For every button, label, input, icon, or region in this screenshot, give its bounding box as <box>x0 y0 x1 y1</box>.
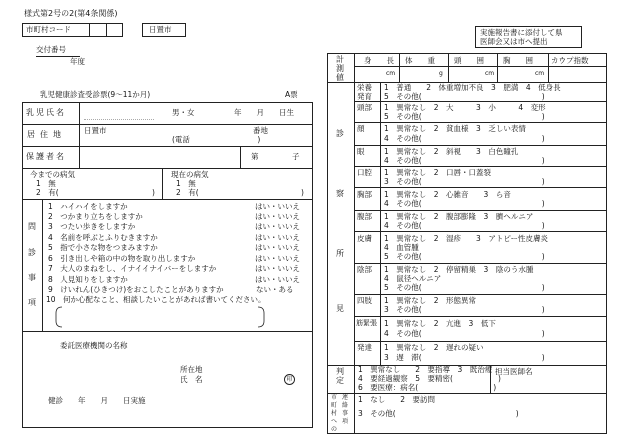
question-answer[interactable]: はい・いいえ <box>255 254 300 263</box>
measurement-char: 測 <box>336 64 344 73</box>
ticket-label: A票 <box>285 90 298 99</box>
submission-note-line2: 医師会又は市へ提出 <box>480 37 548 46</box>
question-item: 9 けいれん(ひきつけ)をおこしたことがありますか <box>48 285 224 294</box>
height-unit: cm <box>386 70 396 77</box>
chest-circ-label: 胸 囲 <box>503 56 533 65</box>
question-item: 5 指で小さな物をつまみますか <box>48 243 158 252</box>
city-name: 日置市 <box>149 25 172 34</box>
year-label: 年度 <box>70 57 85 66</box>
question-item: 3 つたい歩きをしますか <box>48 222 136 231</box>
exam-label-growth: 発育 <box>357 92 372 101</box>
exam-option[interactable]: 4 その他( ) <box>384 156 545 165</box>
question-item: 2 つかまり立ちをしますか <box>48 212 143 221</box>
questionnaire-side-char-4: 項 <box>28 298 36 307</box>
seal-mark: 印 <box>284 374 295 385</box>
contact-label-char: 町 <box>331 402 338 409</box>
exam-option[interactable]: 1 異常なし 2 湿疹 3 アトピー性皮膚炎 <box>384 234 549 243</box>
exam-option[interactable]: 4 その他( ) <box>384 134 545 143</box>
exam-label-skin: 皮膚 <box>357 234 372 243</box>
current-illness-close: ) <box>301 188 304 197</box>
birth-order-suffix: 子 <box>292 152 300 161</box>
exam-label-nutrition: 栄養 <box>357 83 372 92</box>
exam-label-face: 顔 <box>357 124 365 133</box>
consult-text-area[interactable] <box>64 307 256 327</box>
contact-label-char: 連 <box>342 394 349 401</box>
sex-option[interactable]: 男・女 <box>172 108 195 117</box>
question-item: 6 引き出しや箱の中の物を取り出しますか <box>48 254 196 263</box>
question-answer[interactable]: はい・いいえ <box>255 222 300 231</box>
exam-label-oral: 口腔 <box>357 168 372 177</box>
exam-label-muscle-tone: 筋緊張 <box>356 319 377 327</box>
question-item: 4 名前を呼ぶとふりむきますか <box>48 233 158 242</box>
past-illness-none[interactable]: 1 無 <box>36 179 56 188</box>
exam-label-abdomen: 腹部 <box>357 212 372 221</box>
exam-option[interactable]: 1 異常なし 2 口唇・口蓋裂 <box>384 168 492 177</box>
question-item: 7 大人のまねをし、イナイイナイバーをしますか <box>48 264 217 273</box>
contact-label-char: 項 <box>342 418 349 425</box>
exam-label-limbs: 四肢 <box>357 296 372 305</box>
address-banchi: 番地 <box>253 126 268 135</box>
question-answer-seizure[interactable]: ない・ある <box>256 285 294 294</box>
municipality-code-label: 市町村コード <box>26 25 71 34</box>
exam-option[interactable]: 4 その他( ) <box>384 329 545 338</box>
exam-option[interactable]: 5 その他( ) <box>384 252 545 261</box>
responsible-doctor-label: 担当医師名 <box>495 367 533 376</box>
guardian-label: 保護者名 <box>26 152 66 161</box>
exam-option[interactable]: 1 異常なし 2 停留精巣 3 陰のう水腫 <box>384 265 534 274</box>
current-illness-label: 現在の病気 <box>171 170 209 179</box>
exam-label-eye: 眼 <box>357 147 365 156</box>
judgment-char: 判 <box>336 367 344 376</box>
exam-option[interactable]: 1 異常なし 2 亢進 3 低下 <box>384 319 496 328</box>
kaup-index-label: カウプ指数 <box>551 56 589 65</box>
past-illness-have[interactable]: 2 有( <box>36 188 59 197</box>
exam-option[interactable]: 3 その他( ) <box>384 177 545 186</box>
height-label: 身 長 <box>364 56 394 65</box>
contact-label-col-b <box>342 394 352 426</box>
measurement-char: 計 <box>336 55 344 64</box>
exam-option[interactable]: 1 普通 2 体重増加不良 3 肥満 4 低身長 <box>384 83 561 92</box>
question-answer[interactable]: はい・いいえ <box>255 264 300 273</box>
measurement-char: 値 <box>336 73 344 82</box>
contact-label-char: 事 <box>342 410 349 417</box>
question-item: 10 何か心配なこと、相談したいことがあれば書いてください。 <box>46 295 266 304</box>
exam-option[interactable]: 3 その他( ) <box>384 305 545 314</box>
questionnaire-side-char-3: 事 <box>28 273 36 282</box>
address-label: 居住地 <box>27 130 66 139</box>
question-item: 8 人見知りをしますか <box>48 275 128 284</box>
contact-label-col-a <box>331 394 341 434</box>
address-city: 日置市 <box>84 126 107 135</box>
question-answer[interactable]: はい・いいえ <box>255 212 300 221</box>
past-illness-label: 今までの病気 <box>30 170 75 179</box>
exam-option[interactable]: 5 その他( ) <box>384 112 545 121</box>
exam-side-char: 診 <box>336 129 344 138</box>
questionnaire-side-char-1: 問 <box>28 222 36 231</box>
question-answer[interactable]: はい・いいえ <box>255 243 300 252</box>
judgment-char: 定 <box>336 376 344 385</box>
weight-unit: g <box>439 70 443 77</box>
exam-option[interactable]: 1 異常なし 2 大 3 小 4 変形 <box>384 103 546 112</box>
birth-order-label: 第 <box>251 152 259 161</box>
questionnaire-side-char-2: 診 <box>28 248 36 257</box>
contact-label-char: 村 <box>331 410 338 417</box>
child-name-label: 乳児氏名 <box>26 108 66 117</box>
judgment-option[interactable]: 1 異常なし 2 要指導 3 既治療 <box>358 365 493 374</box>
exam-side-char: 所 <box>336 249 344 258</box>
judgment-option[interactable]: 4 要経過観察 5 要精密( ) <box>358 374 501 383</box>
contact-option[interactable]: 3 その他( ) <box>358 409 519 418</box>
exam-side-char: 見 <box>336 304 344 313</box>
exam-label-head: 頭部 <box>357 103 372 112</box>
question-answer[interactable]: はい・いいえ <box>255 275 300 284</box>
exam-option[interactable]: 1 異常なし 2 斜視 3 白色瞳孔 <box>384 147 519 156</box>
exam-option[interactable]: 1 異常なし 2 遅れの疑い <box>384 343 484 352</box>
contact-label-char: の <box>331 426 338 433</box>
doctor-name-label: 氏 名 <box>180 375 203 384</box>
head-unit: cm <box>485 70 495 77</box>
exam-label-genital: 陰部 <box>357 265 372 274</box>
institution-name-label: 委託医療機関の名称 <box>60 341 128 350</box>
form-title: 乳児健康診査受診票(9〜11か月) <box>40 90 151 99</box>
weight-label: 体 重 <box>405 56 435 65</box>
past-illness-close: ) <box>152 188 155 197</box>
current-illness-have[interactable]: 2 有( <box>176 188 199 197</box>
contact-option[interactable]: 1 なし 2 要訪問 <box>358 395 436 404</box>
judgment-option[interactable]: 6 要医療：病名( ) <box>358 383 497 392</box>
exam-option[interactable]: 1 異常なし 2 心雑音 3 ら音 <box>384 190 511 199</box>
exam-option[interactable]: 4 その他( ) <box>384 199 545 208</box>
contact-label-char: 市 <box>331 394 338 401</box>
phone-field[interactable]: (電話 ) <box>172 135 261 144</box>
contact-label-char: へ <box>331 418 338 425</box>
institution-location-label: 所在地 <box>180 365 203 374</box>
exam-side-char: 察 <box>336 189 344 198</box>
exam-label-chest: 胸部 <box>357 190 372 199</box>
form-number: 様式第2号の2(第4条関係) <box>24 9 118 18</box>
submission-note-line1: 実施報告書に添付して県 <box>480 28 563 37</box>
question-answer[interactable]: はい・いいえ <box>255 202 300 211</box>
exam-option[interactable]: 1 異常なし 2 貧血様 3 乏しい表情 <box>384 124 526 133</box>
issue-number-label: 交付番号 <box>36 45 66 54</box>
exam-option[interactable]: 4 血管腫 <box>384 243 419 252</box>
question-item: 1 ハイハイをしますか <box>48 202 128 211</box>
question-answer[interactable]: はい・いいえ <box>255 233 300 242</box>
exam-option[interactable]: 4 鼠径ヘルニア <box>384 274 442 283</box>
exam-option[interactable]: 1 異常なし 2 腹部膨隆 3 臍ヘルニア <box>384 212 534 221</box>
current-illness-none[interactable]: 1 無 <box>176 179 196 188</box>
exam-option[interactable]: 5 その他( ) <box>384 92 545 101</box>
exam-option[interactable]: 1 異常なし 2 形態異常 <box>384 296 477 305</box>
submission-note-box <box>475 26 582 48</box>
exam-date-label: 健診 年 月 日実施 <box>48 396 146 405</box>
head-circ-label: 頭 囲 <box>454 56 484 65</box>
exam-option[interactable]: 5 その他( ) <box>384 283 545 292</box>
exam-option[interactable]: 3 遅 滞( ) <box>384 353 545 362</box>
exam-option[interactable]: 4 その他( ) <box>384 221 545 230</box>
contact-label-char: 絡 <box>342 402 349 409</box>
chest-unit: cm <box>535 70 545 77</box>
birth-date: 年 月 日生 <box>234 108 294 117</box>
exam-label-development: 発達 <box>357 343 372 352</box>
